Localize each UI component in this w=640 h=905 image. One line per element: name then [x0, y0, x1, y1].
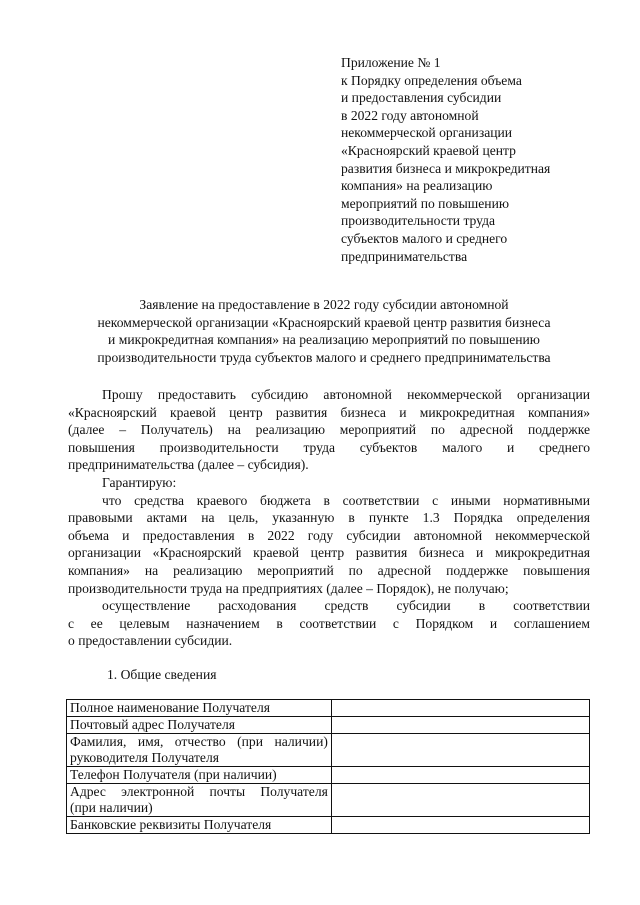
table-row	[67, 784, 590, 817]
body-line: Гарантирую:	[102, 474, 177, 490]
table-row	[67, 700, 590, 717]
appendix-header	[341, 54, 611, 265]
body-line: повышения производительности труда субъектов малого и среднего	[68, 439, 590, 455]
title-line: и микрокредитная компания» на реализацию мероприятий по повышению	[108, 332, 540, 348]
body-line: осуществление расходования средств субсидии в соответствии	[102, 598, 590, 614]
table-row	[67, 817, 590, 834]
appendix-line: некоммерческой организации	[341, 125, 513, 141]
appendix-line: к Порядку определения объема	[341, 72, 522, 88]
body-line: с ее целевым назначением в соответствии с Порядком и соглашением	[68, 615, 590, 631]
general-info-table	[66, 699, 590, 834]
body-line: производительности труда на предприятиях (далее – Порядок), не получаю;	[68, 580, 509, 596]
body-line: о предоставлении субсидии.	[68, 633, 233, 649]
appendix-line: предпринимательства	[341, 248, 468, 264]
appendix-line: развития бизнеса и микрокредитная	[341, 160, 551, 176]
recipient-bank-details-field[interactable]	[331, 817, 589, 834]
field-label	[67, 817, 332, 834]
appendix-line: мероприятий по повышению	[341, 195, 510, 211]
field-label-text: Полное наименование Получателя	[70, 700, 270, 715]
recipient-phone-field[interactable]	[331, 767, 589, 784]
body-line: организации «Красноярский краевой центр развития бизнеса и микрокредитная	[68, 545, 590, 561]
field-label-text: Почтовый адрес Получателя	[70, 717, 235, 732]
application-body	[68, 386, 590, 650]
field-label	[67, 700, 332, 717]
appendix-line: компания» на реализацию	[341, 178, 493, 194]
body-line: компания» на реализацию мероприятий по адресной поддержке повышения	[68, 562, 590, 578]
table-row	[67, 734, 590, 767]
section-heading: 1. Общие сведения	[107, 667, 217, 682]
body-line: объема и предоставления в 2022 году субсидии автономной некоммерческой	[68, 527, 590, 543]
title-line: Заявление на предоставление в 2022 году субсидии автономной	[139, 297, 509, 312]
field-label-text: Телефон Получателя (при наличии)	[70, 767, 277, 782]
body-line: предпринимательства (далее – субсидия).	[68, 457, 309, 473]
appendix-line: и предоставления субсидии	[341, 90, 502, 106]
appendix-line: в 2022 году автономной	[341, 107, 479, 123]
body-line: Прошу предоставить субсидию автономной некоммерческой организации	[102, 387, 590, 402]
body-line: что средства краевого бюджета в соответствии с иными нормативными	[102, 492, 590, 508]
recipient-full-name-field[interactable]	[331, 700, 589, 717]
recipient-postal-address-field[interactable]	[331, 717, 589, 734]
title-line: производительности труда субъектов малого и среднего предпринимательства	[97, 349, 551, 365]
table-row	[67, 767, 590, 784]
recipient-email-field[interactable]	[331, 784, 589, 817]
table-row	[67, 717, 590, 734]
appendix-line: производительности труда	[341, 213, 496, 229]
field-label	[67, 767, 332, 784]
body-line: (далее – Получатель) на реализацию мероприятий по адресной поддержке	[68, 422, 590, 438]
appendix-line: субъектов малого и среднего	[341, 230, 508, 246]
field-label	[67, 734, 332, 767]
document-title	[60, 296, 588, 366]
body-line: правовыми актами на цель, указанную в пункте 1.3 Порядка определения	[68, 510, 590, 526]
field-label-text: (при наличии)	[70, 800, 153, 815]
recipient-head-name-field[interactable]	[331, 734, 589, 767]
field-label-text: руководителя Получателя	[70, 750, 219, 765]
field-label-text: Адрес электронной почты Получателя	[70, 784, 328, 799]
field-label	[67, 717, 332, 734]
field-label-text: Банковские реквизиты Получателя	[70, 817, 272, 832]
field-label	[67, 784, 332, 817]
title-line: некоммерческой организации «Красноярский краевой центр развития бизнеса	[97, 314, 551, 330]
body-line: «Красноярский краевой центр развития бизнеса и микрокредитная компания»	[68, 404, 590, 420]
field-label-text: Фамилия, имя, отчество (при наличии)	[70, 734, 328, 749]
appendix-line: «Красноярский краевой центр	[341, 142, 516, 158]
appendix-line: Приложение № 1	[341, 55, 441, 70]
